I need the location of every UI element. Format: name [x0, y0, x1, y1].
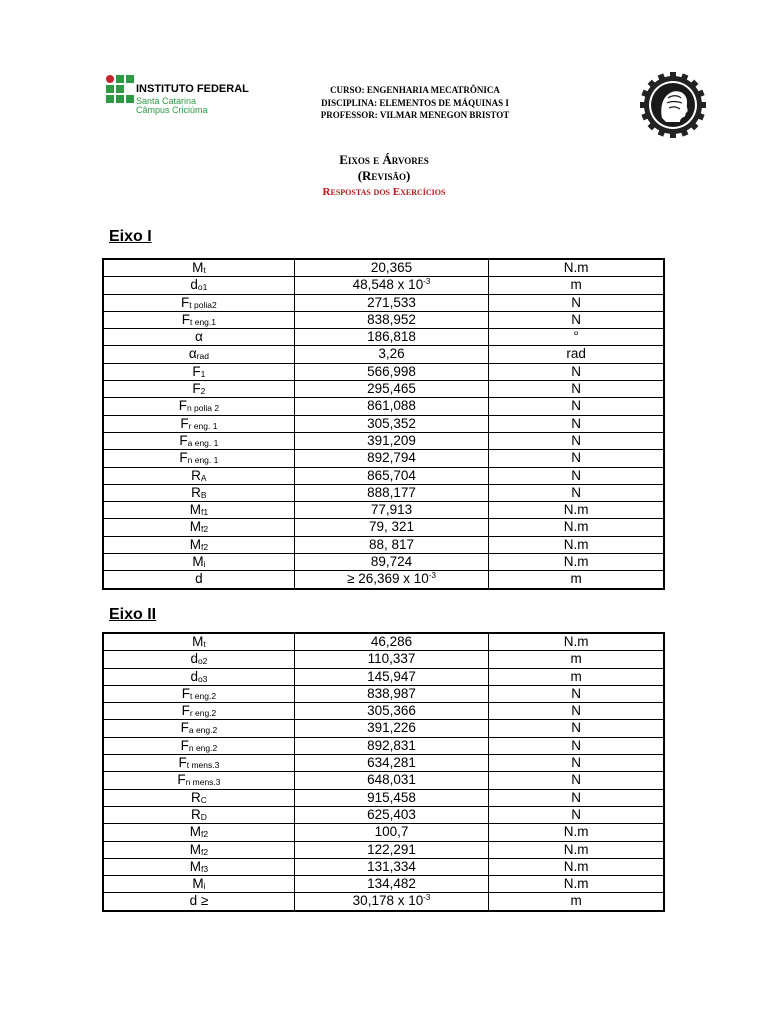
value-text: 838,987	[367, 685, 416, 701]
value-text: 888,177	[367, 484, 416, 500]
table-row	[103, 668, 664, 685]
symbol-cell	[103, 772, 294, 789]
value-cell	[294, 329, 488, 346]
symbol-subscript: f2	[200, 541, 209, 552]
symbol-text: F	[179, 450, 188, 466]
unit-cell: N.m	[489, 633, 664, 651]
symbol-text: d	[195, 571, 203, 587]
eixo2-table	[102, 632, 665, 912]
value-text: ≥ 26,369 x 10	[347, 571, 429, 587]
table-row	[103, 858, 664, 875]
unit-cell: N.m	[489, 259, 664, 277]
symbol-cell	[103, 311, 294, 328]
unit-cell: N	[489, 755, 664, 772]
symbol-text: F	[181, 294, 190, 310]
value-cell	[294, 841, 488, 858]
course-line: CURSO: ENGENHARIA MECATRÔNICA	[330, 85, 500, 95]
value-cell	[294, 789, 488, 806]
value-cell	[294, 571, 488, 589]
page-header	[0, 0, 768, 140]
unit-cell: N	[489, 432, 664, 449]
symbol-cell	[103, 415, 294, 432]
symbol-text: M	[192, 554, 204, 570]
unit-cell: N	[489, 720, 664, 737]
value-text: 391,226	[367, 720, 416, 736]
value-cell	[294, 806, 488, 823]
symbol-subscript: D	[200, 811, 207, 822]
symbol-text: M	[189, 841, 201, 857]
table-row	[103, 329, 664, 346]
value-text: 271,533	[367, 294, 416, 310]
discipline-line: DISCIPLINA: ELEMENTOS DE MÁQUINAS I	[321, 97, 509, 108]
document-subtitle: (Revisão)	[357, 168, 411, 183]
value-text: 48,548 x 10	[352, 277, 424, 293]
symbol-subscript: o1	[197, 282, 208, 293]
symbol-text: M	[189, 502, 201, 518]
symbol-text: d	[190, 668, 198, 684]
value-exponent: -3	[423, 893, 431, 903]
symbol-cell	[103, 841, 294, 858]
symbol-subscript: a eng. 1	[187, 437, 219, 448]
institution-campus: Câmpus Criciúma	[136, 105, 208, 115]
logo-mark-icon	[106, 75, 136, 105]
value-text: 145,947	[367, 668, 416, 684]
value-cell	[294, 450, 488, 467]
symbol-cell	[103, 346, 294, 363]
symbol-subscript: n polia 2	[186, 403, 220, 414]
table-row	[103, 841, 664, 858]
value-cell	[294, 685, 488, 702]
value-cell	[294, 363, 488, 380]
symbol-subscript: r eng. 1	[188, 420, 218, 431]
symbol-text: F	[192, 363, 201, 379]
symbol-text: F	[178, 398, 187, 414]
value-cell	[294, 720, 488, 737]
value-cell	[294, 398, 488, 415]
institution-state: Santa Catarina	[136, 96, 197, 106]
table-row	[103, 755, 664, 772]
value-cell	[294, 294, 488, 311]
symbol-subscript: n eng.2	[188, 742, 218, 753]
symbol-subscript: t mens.3	[186, 760, 220, 771]
value-cell	[294, 893, 488, 911]
document-title: Eixos e Árvores	[339, 152, 429, 167]
symbol-cell	[103, 703, 294, 720]
value-cell	[294, 346, 488, 363]
eixo2-title: Eixo II	[109, 606, 157, 623]
symbol-cell	[103, 519, 294, 536]
symbol-cell	[103, 755, 294, 772]
eixo1-table	[102, 258, 665, 590]
symbol-cell	[103, 633, 294, 651]
symbol-text: d	[190, 651, 198, 667]
value-cell	[294, 737, 488, 754]
unit-cell: N.m	[489, 554, 664, 571]
table-row	[103, 824, 664, 841]
unit-cell: N	[489, 467, 664, 484]
symbol-text: M	[192, 260, 204, 275]
table-row	[103, 381, 664, 398]
symbol-subscript: r eng.2	[189, 708, 217, 719]
symbol-subscript: f1	[200, 507, 209, 518]
symbol-subscript: f2	[201, 846, 209, 857]
value-cell	[294, 467, 488, 484]
symbol-text: F	[192, 381, 201, 397]
symbol-text: F	[179, 432, 188, 448]
table-row	[103, 571, 664, 589]
unit-cell: m	[489, 668, 664, 685]
symbol-text: F	[181, 703, 190, 719]
unit-cell: N	[489, 381, 664, 398]
value-text: 186,818	[367, 329, 416, 345]
symbol-cell	[103, 450, 294, 467]
unit-cell: N.m	[489, 536, 664, 553]
symbol-cell	[103, 858, 294, 875]
table-row	[103, 536, 664, 553]
institution-logo	[106, 75, 266, 117]
eixo1-title: Eixo I	[109, 228, 152, 245]
symbol-subscript: A	[200, 472, 207, 483]
symbol-text: M	[189, 536, 201, 552]
symbol-cell	[103, 651, 294, 668]
symbol-cell	[103, 789, 294, 806]
table-row	[103, 519, 664, 536]
value-cell	[294, 259, 488, 277]
value-text: 892,794	[367, 450, 416, 466]
value-text: 625,403	[367, 806, 416, 822]
symbol-subscript: t eng.2	[190, 690, 217, 701]
unit-cell: N	[489, 737, 664, 754]
value-cell	[294, 858, 488, 875]
value-text: 861,088	[367, 398, 416, 414]
value-text: 915,458	[367, 789, 416, 805]
value-exponent: -3	[423, 277, 431, 287]
table-row	[103, 277, 664, 294]
table-row	[103, 789, 664, 806]
course-info	[300, 84, 530, 122]
unit-cell: N.m	[489, 824, 664, 841]
value-text: 865,704	[367, 467, 416, 483]
course-emblem-icon	[640, 72, 706, 138]
unit-cell: N	[489, 484, 664, 501]
unit-cell: N.m	[489, 858, 664, 875]
symbol-text: M	[189, 858, 201, 874]
symbol-text: M	[189, 824, 201, 840]
symbol-subscript: t eng.1	[190, 316, 216, 327]
table-row	[103, 651, 664, 668]
unit-cell: m	[489, 571, 664, 589]
value-cell	[294, 703, 488, 720]
symbol-subscript: C	[200, 794, 207, 805]
symbol-subscript: rad	[196, 351, 209, 362]
table-row	[103, 294, 664, 311]
symbol-text: R	[190, 806, 201, 822]
value-cell	[294, 502, 488, 519]
value-cell	[294, 651, 488, 668]
value-cell	[294, 311, 488, 328]
symbol-cell	[103, 294, 294, 311]
value-cell	[294, 277, 488, 294]
value-cell	[294, 755, 488, 772]
symbol-subscript: 2	[200, 386, 206, 397]
value-cell	[294, 432, 488, 449]
table-row	[103, 703, 664, 720]
symbol-text: d ≥	[189, 893, 209, 909]
value-text: 77,913	[370, 502, 413, 518]
value-cell	[294, 381, 488, 398]
symbol-subscript: o2	[197, 656, 208, 667]
symbol-text: F	[180, 720, 189, 736]
symbol-text: M	[192, 876, 204, 892]
value-text: 305,366	[367, 703, 416, 719]
value-text: 892,831	[367, 737, 416, 753]
symbol-cell	[103, 329, 294, 346]
table-row	[103, 554, 664, 571]
unit-cell: N	[489, 806, 664, 823]
value-text: 305,352	[367, 415, 416, 431]
unit-cell: N	[489, 685, 664, 702]
value-text: 110,337	[367, 651, 416, 667]
value-text: 648,031	[367, 772, 416, 788]
value-text: 20,365	[370, 260, 413, 275]
value-text: 566,998	[367, 363, 416, 379]
value-text: 122,291	[367, 841, 416, 857]
value-text: 46,286	[370, 634, 413, 649]
unit-cell: m	[489, 277, 664, 294]
symbol-text: M	[189, 519, 201, 535]
value-cell	[294, 876, 488, 893]
professor-line: PROFESSOR: VILMAR MENEGON BRISTOT	[320, 110, 510, 120]
unit-cell: N	[489, 311, 664, 328]
table-row	[103, 450, 664, 467]
symbol-text: α	[194, 329, 203, 345]
symbol-cell	[103, 259, 294, 277]
table-row	[103, 685, 664, 702]
symbol-cell	[103, 737, 294, 754]
symbol-text: F	[180, 415, 189, 431]
value-text: 30,178 x 10	[352, 893, 424, 909]
value-text: 131,334	[367, 858, 416, 874]
value-cell	[294, 415, 488, 432]
symbol-text: F	[180, 737, 189, 753]
symbol-text: R	[191, 467, 201, 483]
unit-cell: N.m	[489, 841, 664, 858]
symbol-text: F	[178, 755, 187, 771]
unit-cell: N	[489, 772, 664, 789]
value-cell	[294, 554, 488, 571]
symbol-text: d	[190, 277, 198, 293]
symbol-text: F	[181, 685, 191, 701]
table-row	[103, 502, 664, 519]
unit-cell: N	[489, 415, 664, 432]
answers-heading: Respostas dos Exercícios	[322, 186, 446, 198]
value-cell	[294, 519, 488, 536]
symbol-cell	[103, 893, 294, 911]
symbol-subscript: 1	[200, 368, 206, 379]
symbol-cell	[103, 554, 294, 571]
value-cell	[294, 824, 488, 841]
value-text: 134,482	[367, 876, 416, 892]
table-row	[103, 467, 664, 484]
symbol-subscript: i	[203, 559, 206, 570]
symbol-cell	[103, 484, 294, 501]
symbol-subscript: t	[203, 265, 206, 275]
unit-cell: N	[489, 363, 664, 380]
table-row	[103, 311, 664, 328]
symbol-text: M	[192, 634, 204, 649]
symbol-text: F	[177, 772, 186, 788]
unit-cell: m	[489, 651, 664, 668]
symbol-cell	[103, 432, 294, 449]
symbol-subscript: n mens.3	[185, 777, 221, 788]
value-cell	[294, 536, 488, 553]
unit-cell: m	[489, 893, 664, 911]
symbol-subscript: n eng. 1	[187, 455, 219, 466]
symbol-cell	[103, 824, 294, 841]
unit-cell: N	[489, 789, 664, 806]
table-row	[103, 346, 664, 363]
document-titles	[234, 152, 534, 200]
table-row	[103, 415, 664, 432]
symbol-cell	[103, 381, 294, 398]
symbol-subscript: i	[203, 881, 206, 892]
table-row	[103, 398, 664, 415]
unit-cell: N.m	[489, 519, 664, 536]
symbol-text: α	[188, 346, 197, 362]
symbol-subscript: f2	[201, 829, 209, 840]
value-text: 391,209	[367, 432, 416, 448]
unit-cell: N	[489, 450, 664, 467]
institution-name: INSTITUTO FEDERAL	[136, 83, 249, 95]
symbol-text: R	[190, 789, 201, 805]
symbol-cell	[103, 502, 294, 519]
symbol-cell	[103, 363, 294, 380]
table-row	[103, 259, 664, 277]
value-text: 89,724	[370, 554, 413, 570]
unit-cell: N	[489, 703, 664, 720]
table-row	[103, 432, 664, 449]
symbol-cell	[103, 685, 294, 702]
table-row	[103, 772, 664, 789]
value-cell	[294, 668, 488, 685]
table-row	[103, 737, 664, 754]
unit-cell: N.m	[489, 876, 664, 893]
table-row	[103, 720, 664, 737]
symbol-cell	[103, 398, 294, 415]
table-row	[103, 363, 664, 380]
unit-cell: N.m	[489, 502, 664, 519]
symbol-subscript: o3	[197, 673, 208, 684]
symbol-cell	[103, 806, 294, 823]
symbol-cell	[103, 720, 294, 737]
unit-cell: N	[489, 294, 664, 311]
table-row	[103, 893, 664, 911]
value-text: 79, 321	[368, 519, 414, 535]
unit-cell: °	[489, 329, 664, 346]
symbol-cell	[103, 536, 294, 553]
symbol-subscript: t polia2	[189, 299, 217, 310]
symbol-text: R	[191, 484, 201, 500]
value-cell	[294, 633, 488, 651]
table-row	[103, 876, 664, 893]
value-text: 100,7	[374, 824, 409, 840]
symbol-cell	[103, 668, 294, 685]
symbol-subscript: B	[200, 489, 207, 500]
value-text: 838,952	[367, 311, 416, 327]
unit-cell: N	[489, 398, 664, 415]
table-row	[103, 484, 664, 501]
symbol-cell	[103, 876, 294, 893]
value-text: 3,26	[378, 346, 405, 362]
symbol-subscript: t	[203, 639, 206, 649]
value-text: 88, 817	[368, 536, 414, 552]
symbol-subscript: a eng.2	[188, 725, 218, 736]
table-row	[103, 633, 664, 651]
value-text: 634,281	[367, 755, 416, 771]
table-row	[103, 806, 664, 823]
symbol-subscript: f2	[200, 524, 209, 535]
symbol-cell	[103, 277, 294, 294]
value-exponent: -3	[428, 571, 436, 581]
value-cell	[294, 484, 488, 501]
value-text: 295,465	[367, 381, 416, 397]
unit-cell: rad	[489, 346, 664, 363]
symbol-subscript: f3	[201, 863, 209, 874]
symbol-cell	[103, 571, 294, 589]
symbol-text: F	[181, 311, 190, 327]
symbol-cell	[103, 467, 294, 484]
value-cell	[294, 772, 488, 789]
